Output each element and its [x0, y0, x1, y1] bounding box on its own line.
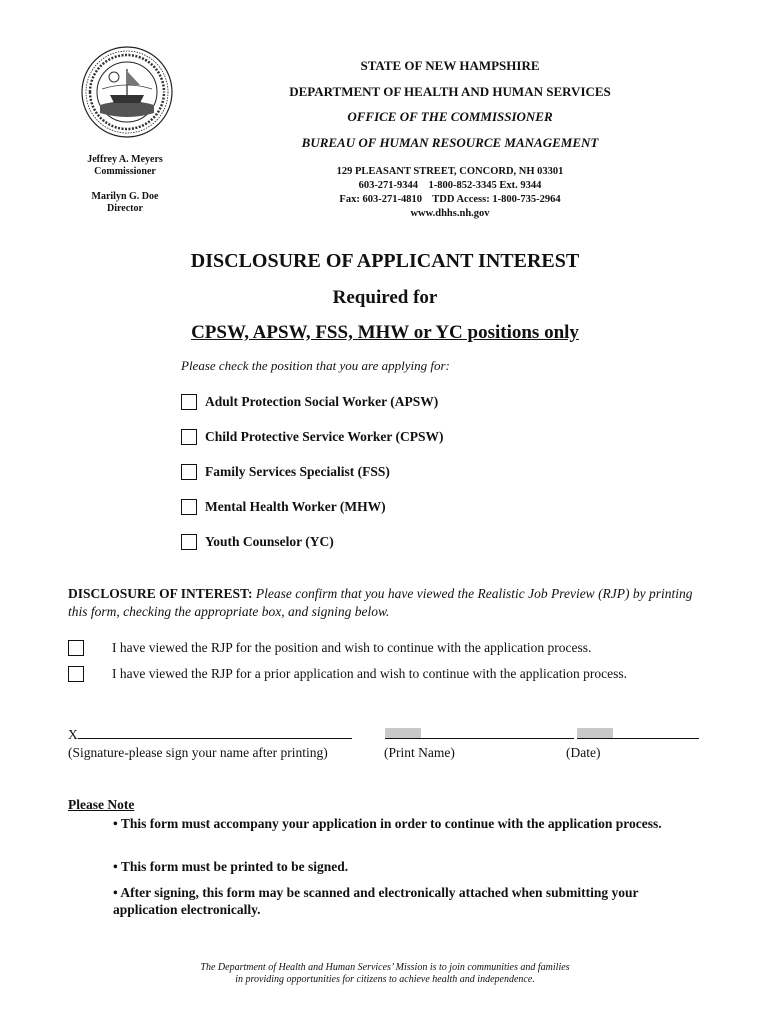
date-field[interactable] — [577, 727, 699, 743]
commissioner-block — [60, 154, 190, 178]
state-seal-logo — [80, 45, 174, 139]
checkbox[interactable] — [181, 394, 197, 410]
signature-x-mark: X — [68, 727, 78, 742]
form-title: DISCLOSURE OF APPLICANT INTEREST — [190, 250, 580, 272]
website-link[interactable]: www.dhhs.nh.gov — [410, 208, 490, 219]
rjp-option-position[interactable] — [68, 640, 591, 656]
department-heading: DEPARTMENT OF HEALTH AND HUMAN SERVICES — [289, 84, 611, 99]
bureau-heading: BUREAU OF HUMAN RESOURCE MANAGEMENT — [301, 135, 599, 150]
checkbox[interactable] — [181, 429, 197, 445]
checkbox[interactable] — [181, 534, 197, 550]
rjp-option-prior[interactable] — [68, 666, 627, 682]
director-title: Director — [107, 203, 143, 214]
position-option-apsw[interactable] — [181, 394, 438, 410]
print-name-label: (Print Name) — [384, 745, 455, 760]
director-name: Marilyn G. Doe — [91, 191, 159, 202]
print-name-field[interactable] — [385, 727, 574, 743]
disclosure-paragraph — [68, 585, 708, 621]
address-line: 129 PLEASANT STREET, CONCORD, NH 03301 — [336, 166, 564, 177]
mission-line-2: in providing opportunities for citizens to achieve health and independence. — [235, 974, 535, 985]
position-label: Adult Protection Social Worker (APSW) — [205, 394, 439, 409]
date-label: (Date) — [566, 745, 601, 760]
position-option-mhw[interactable] — [181, 499, 386, 515]
checkbox[interactable] — [181, 464, 197, 480]
contact-block — [230, 165, 670, 221]
please-note-heading: Please Note — [68, 797, 135, 812]
required-for-heading: Required for — [332, 287, 438, 308]
rjp-label: I have viewed the RJP for the position and wish to continue with the application process. — [112, 640, 592, 655]
commissioner-name: Jeffrey A. Meyers — [87, 154, 163, 165]
phone-line: 603-271-9344 1-800-852-3345 Ext. 9344 — [358, 180, 542, 191]
position-label: Youth Counselor (YC) — [205, 534, 334, 549]
position-option-cpsw[interactable] — [181, 429, 443, 445]
mission-line-1: The Department of Health and Human Services’ Mission is to join communities and families — [200, 962, 570, 973]
note-item: • This form must be printed to be signed. — [113, 859, 349, 874]
fax-line: Fax: 603-271-4810 TDD Access: 1-800-735-2964 — [339, 194, 561, 205]
checkbox[interactable] — [68, 666, 84, 682]
positions-heading — [0, 322, 770, 344]
signature-field[interactable] — [68, 727, 352, 743]
checkbox[interactable] — [181, 499, 197, 515]
position-label: Child Protective Service Worker (CPSW) — [205, 429, 444, 444]
commissioner-title: Commissioner — [94, 166, 156, 177]
positions-heading-text: CPSW, APSW, FSS, MHW or YC positions only — [191, 322, 579, 343]
director-block — [60, 191, 190, 215]
state-heading: STATE OF NEW HAMPSHIRE — [360, 58, 540, 73]
office-heading: OFFICE OF THE COMMISSIONER — [347, 109, 553, 124]
note-item: • After signing, this form may be scanned and electronically attached when submitting your application electronically. — [113, 885, 639, 917]
disclosure-heading: DISCLOSURE OF INTEREST: — [68, 586, 253, 601]
checkbox[interactable] — [68, 640, 84, 656]
note-item: • This form must accompany your application in order to continue with the application process. — [113, 816, 662, 831]
signature-label: (Signature-please sign your name after printing) — [68, 745, 328, 760]
position-option-yc[interactable] — [181, 534, 334, 550]
position-label: Mental Health Worker (MHW) — [205, 499, 386, 514]
rjp-label: I have viewed the RJP for a prior application and wish to continue with the application process. — [112, 666, 627, 681]
disclosure-text: Please confirm that you have viewed the Realistic Job Preview (RJP) by printing this form, checking the appropriate box, and signing below. — [68, 586, 693, 619]
mission-footer — [0, 962, 770, 986]
position-label: Family Services Specialist (FSS) — [205, 464, 390, 479]
position-option-fss[interactable] — [181, 464, 390, 480]
position-instruction: Please check the position that you are applying for: — [181, 358, 450, 373]
